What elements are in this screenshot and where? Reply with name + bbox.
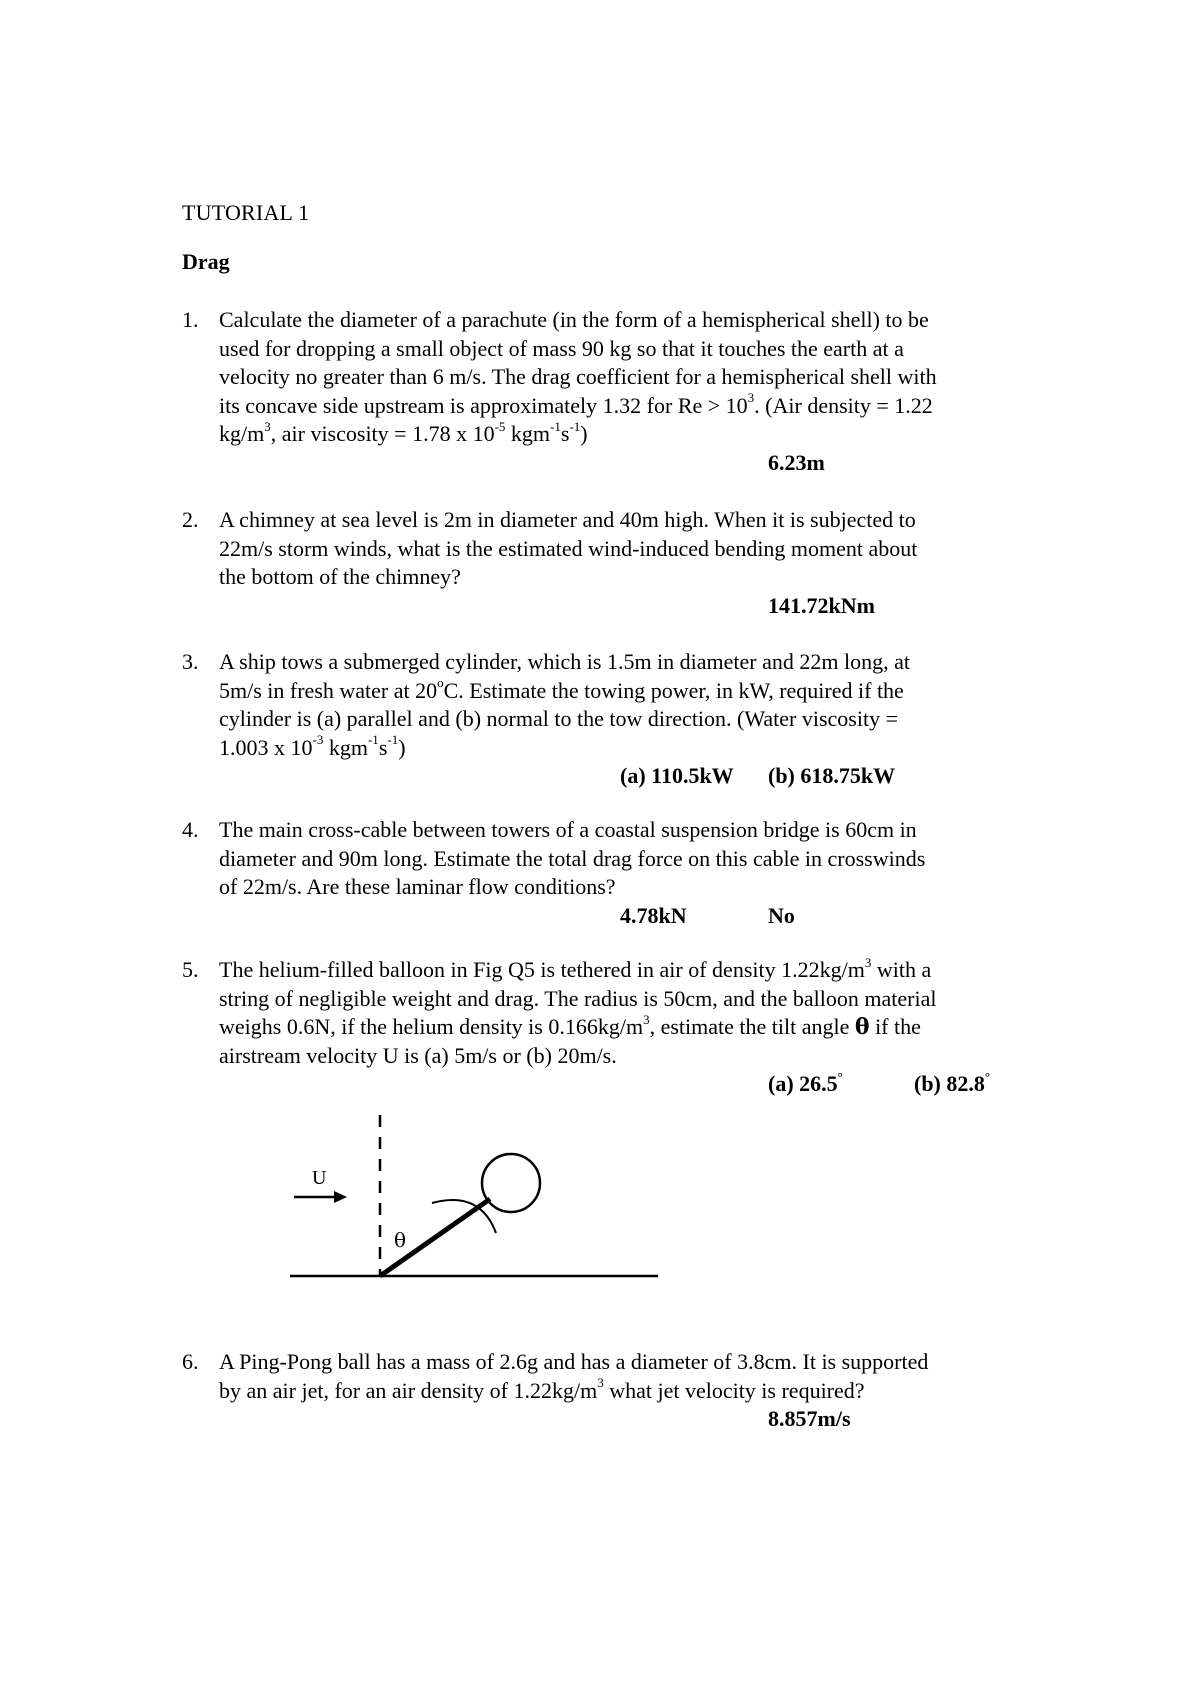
question-line: the bottom of the chimney?: [219, 564, 461, 589]
answer-b: No: [768, 903, 795, 928]
question-text: [219, 506, 1039, 592]
question-line: by an air jet, for an air density of $1.22kg/m^3$ what jet velocity is required?: [219, 1375, 865, 1403]
question-line: 1.003 x $10^{-3}$ $kgm^{-1}s^{-1}$): [219, 732, 406, 760]
question-line: string of negligible weight and drag. The radius is 50cm, and the balloon material: [219, 985, 937, 1011]
answer-a: (a) 110.5kW: [620, 763, 734, 788]
angle-label: θ: [394, 1228, 407, 1252]
question-line: Calculate the diameter of a parachute (in the form of a hemispherical shell) to be: [219, 307, 929, 332]
section-heading: Drag: [182, 249, 230, 274]
question-number: 6.: [182, 1349, 199, 1374]
answer-a: (a) 26.5°: [768, 1068, 843, 1096]
question-text: [219, 648, 1039, 762]
answer: 6.23m: [768, 450, 825, 475]
question-line: The main cross-cable between towers of a coastal suspension bridge is 60cm in: [219, 817, 917, 842]
balloon-figure: [290, 1105, 670, 1295]
answer-b: (b) 618.75kW: [768, 763, 896, 788]
question-text: [219, 306, 1039, 449]
question-line: airstream velocity U is (a) 5m/s or (b) 20m/s.: [219, 1042, 617, 1068]
question-number: 1.: [182, 307, 199, 332]
question-line: A Ping-Pong ball has a mass of 2.6g and has a diameter of 3.8cm. It is supported: [219, 1349, 929, 1374]
question-line: its concave side upstream is approximately 1.32 for $Re > 10^3$. (Air density = 1.22: [219, 390, 933, 418]
question-text: [219, 1348, 1039, 1405]
balloon-circle: [482, 1154, 540, 1212]
velocity-label: U: [312, 1167, 327, 1189]
question-text: [219, 956, 1039, 1070]
question-line: 22m/s storm winds, what is the estimated wind-induced bending moment about: [219, 535, 918, 561]
question-number: 4.: [182, 817, 199, 842]
question-number: 3.: [182, 649, 199, 674]
page-title: TUTORIAL 1: [182, 200, 310, 225]
question-number: 2.: [182, 507, 199, 532]
question-line: The helium-filled balloon in Fig Q5 is tethered in air of density $1.22kg/m^3$ with a: [219, 954, 932, 982]
question-line: diameter and 90m long. Estimate the total drag force on this cable in crosswinds: [219, 845, 926, 871]
question-line: A chimney at sea level is 2m in diameter and 40m high. When it is subjected to: [219, 507, 916, 532]
question-text: [219, 816, 1039, 902]
question-line: velocity no greater than 6 m/s. The drag coefficient for a hemispherical shell with: [219, 364, 937, 389]
flow-arrow-icon: [334, 1191, 347, 1203]
question-number: 5.: [182, 957, 199, 982]
answer: 141.72kNm: [768, 593, 875, 618]
answer-a: 4.78kN: [620, 903, 687, 928]
question-line: $kg/m^3$, air viscosity = 1.78 x $10^{-5}$ $kgm^{-1}s^{-1}$): [219, 418, 588, 446]
question-line: used for dropping a small object of mass 90 kg so that it touches the earth at a: [219, 335, 904, 361]
answer: 8.857m/s: [768, 1406, 851, 1431]
question-line: A ship tows a submerged cylinder, which is 1.5m in diameter and 22m long, at: [219, 649, 910, 674]
question-line: of 22m/s. Are these laminar flow conditions?: [219, 874, 616, 899]
question-line: cylinder is (a) parallel and (b) normal to the tow direction. (Water viscosity =: [219, 706, 898, 731]
answer-b: (b) 82.8°: [914, 1068, 991, 1096]
question-line: weighs 0.6N, if the helium density is $0.166kg/m^3$, estimate the tilt angle θ if the: [219, 1011, 921, 1040]
question-line: 5m/s in fresh water at 20$^o$C. Estimate the towing power, in kW, required if the: [219, 675, 904, 703]
